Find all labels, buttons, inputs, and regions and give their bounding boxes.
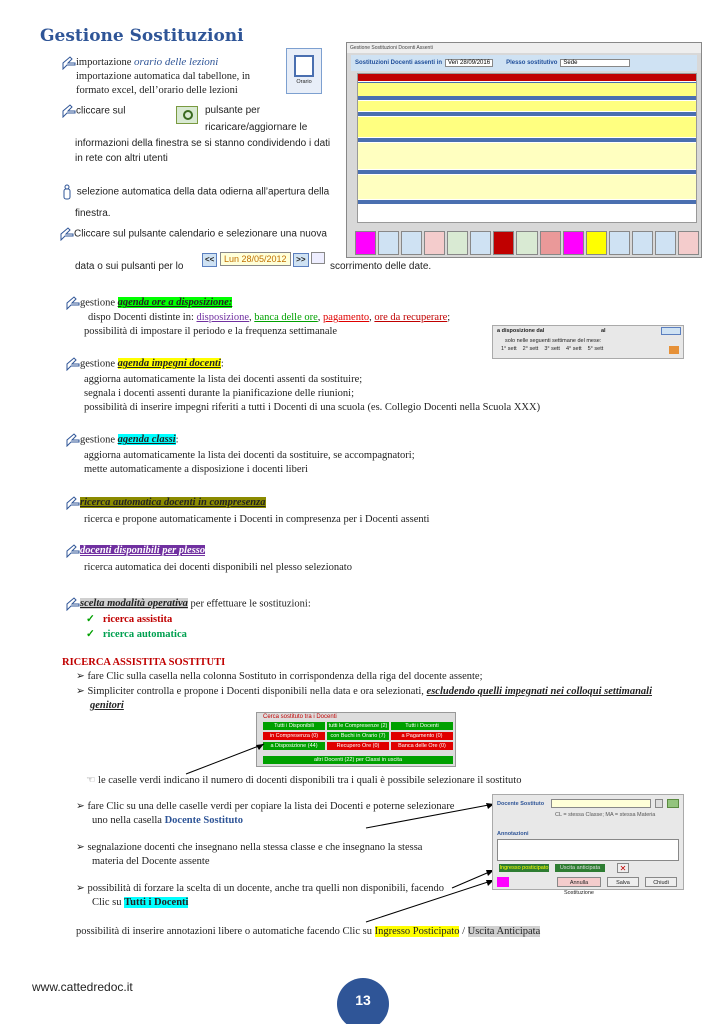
agenda-classi-l3: mette automaticamente a disposizione i docenti liberi xyxy=(84,464,308,475)
refresh-icon xyxy=(183,110,193,120)
arrow-bullet-icon: ➢ xyxy=(76,883,88,894)
compresenza-title xyxy=(66,496,266,510)
refresh-button[interactable] xyxy=(176,106,198,124)
app-grid-sep xyxy=(358,96,696,100)
orario-label: Orario xyxy=(296,79,312,85)
arrow-bullet-icon: ➢ xyxy=(76,801,88,812)
calendar-a: Cliccare sul pulsante calendario e selezionare una nuova xyxy=(74,228,327,240)
pointer-hand-icon xyxy=(62,56,76,70)
agenda-ore-lead: gestione xyxy=(80,297,118,309)
pointer-hand-icon xyxy=(60,227,74,241)
date-navigator xyxy=(202,252,325,267)
ricerca-b1 xyxy=(76,670,483,684)
app-tool-button[interactable] xyxy=(609,231,630,255)
disposizione-calendar-button[interactable] xyxy=(661,327,681,335)
annulla-sostituzione-button[interactable]: Annulla Sostituzione xyxy=(557,877,601,887)
ricerca-b2 xyxy=(76,685,716,699)
calendar-c: scorrimento delle date. xyxy=(330,261,432,272)
refresh-a: cliccare sul xyxy=(76,105,126,117)
agenda-impegni-l4: possibilità di inserire impegni riferiti a tutti i Docenti di una scuola (es. Collegio Docenti nella Scuola XXX) xyxy=(84,402,541,413)
page-number: 13 xyxy=(337,978,389,1024)
arrow-bullet-icon: ➢ xyxy=(76,671,88,682)
pointer-hand-icon xyxy=(66,597,80,611)
agenda-classi-title xyxy=(66,433,179,447)
check-icon: ✓ xyxy=(86,614,95,625)
caselle-line xyxy=(86,774,521,788)
refresh-line1 xyxy=(62,104,125,119)
import-em: orario delle lezioni xyxy=(134,56,219,68)
docente-sostituto-input[interactable] xyxy=(551,799,651,808)
app-grid-row[interactable] xyxy=(358,175,696,199)
date-field[interactable]: Lun 28/05/2012 xyxy=(220,252,291,266)
finger-tap-icon xyxy=(60,184,74,200)
salva-button[interactable]: Salva xyxy=(607,877,639,887)
agenda-impegni-hl: agenda impegni docenti xyxy=(117,358,221,370)
app-tool-button[interactable] xyxy=(424,231,445,255)
app-grid-row[interactable] xyxy=(358,143,696,169)
agenda-impegni-title xyxy=(66,357,224,371)
week-checkbox[interactable]: 2° sett xyxy=(522,346,539,352)
autodate-b: finestra. xyxy=(75,208,111,219)
app-toolbar xyxy=(355,231,699,255)
week-checkbox[interactable]: 4° sett xyxy=(565,346,582,352)
agenda-classi-l2: aggiorna automaticamente la lista dei docenti da sostituire, se accompagnatori; xyxy=(84,450,415,461)
hand-icon: ☜ xyxy=(86,775,99,786)
hint-text: CL = stessa Classe; MA = stessa Materia xyxy=(555,812,656,818)
agenda-ore-l3: possibilità di impostare il periodo e la frequenza settimanale xyxy=(84,326,338,337)
import-lead: importazione xyxy=(76,57,135,68)
disponibili-l2: ricerca automatica dei docenti disponibili nel plesso selezionato xyxy=(84,562,352,573)
disponibili-hl: docenti disponibili per plesso xyxy=(80,545,206,557)
disponibili-title xyxy=(66,544,205,558)
footer-site[interactable]: www.cattedredoc.it xyxy=(32,980,133,994)
pointer-hand-icon xyxy=(66,544,80,558)
app-header-label: Sostituzioni Docenti assenti in xyxy=(355,60,443,66)
sep: , xyxy=(369,312,375,323)
tutti-docenti-button[interactable]: Tutti i Docenti xyxy=(391,722,453,730)
clear-icon[interactable]: ✕ xyxy=(617,863,629,873)
chiudi-button[interactable]: Chiudi xyxy=(645,877,677,887)
agenda-ore-title xyxy=(66,296,232,310)
sep: , xyxy=(249,312,255,323)
step1-b-line xyxy=(92,814,243,828)
arrow-bullet-icon: ➢ xyxy=(76,842,88,853)
autodate-a: selezione automatica della data odierna all’apertura della xyxy=(76,186,330,198)
disposizione-action-button[interactable] xyxy=(669,346,679,354)
refresh-e: in rete con altri utenti xyxy=(75,153,168,164)
app-tool-button[interactable] xyxy=(401,231,422,255)
modalita-rest: per effettuare le sostituzioni: xyxy=(187,598,311,610)
pointer-hand-icon xyxy=(66,357,80,371)
calendar-line1 xyxy=(60,227,327,242)
tutte-compresenze-button[interactable]: tutti le Compresenze (2) xyxy=(328,723,388,729)
step3-b: Clic su xyxy=(92,897,125,908)
step1-c: Docente Sostituto xyxy=(164,815,244,826)
refresh-d: informazioni della finestra se si stanno condividendo i dati xyxy=(75,138,331,149)
arrow-bullet-icon: ➢ xyxy=(76,686,88,697)
agenda-ore-l2a: dispo Docenti distinte in: xyxy=(88,312,197,323)
app-grid-sep xyxy=(358,112,696,116)
app-grid-sep xyxy=(358,200,696,204)
ricerca-b2b: escludendo quelli impegnati nei colloqui settimanali xyxy=(426,686,653,697)
modalita-hl: scelta modalità operativa xyxy=(80,598,188,610)
app-tool-button[interactable] xyxy=(493,231,514,255)
import-line3: formato excel, dell’orario delle lezioni xyxy=(76,85,238,96)
annotazioni-textarea[interactable] xyxy=(497,839,679,861)
calendar-icon[interactable] xyxy=(311,252,325,264)
ricerca-heading: RICERCA ASSISTITA SOSTITUTI xyxy=(62,657,226,668)
banca-ore-button[interactable]: Banca delle Ore (0) xyxy=(391,742,453,750)
sostituto-form xyxy=(492,794,684,896)
app-tool-button[interactable] xyxy=(678,231,699,255)
prev-date-button[interactable]: << xyxy=(202,253,217,267)
step2-b: materia del Docente assente xyxy=(92,856,210,867)
sep: ; xyxy=(447,312,451,323)
ricerca-b1-text: fare Clic sulla casella nella colonna Sostituto in corrispondenza della riga del docente assente; xyxy=(87,671,483,682)
disposizione-button[interactable]: a Disposizione (44) xyxy=(263,742,325,750)
check-icon: ✓ xyxy=(86,629,95,640)
agenda-ore-pag: pagamento xyxy=(323,312,370,323)
modalita-title xyxy=(66,597,311,611)
agenda-impegni-l2: aggiorna automaticamente la lista dei docenti assenti da sostituire; xyxy=(84,374,363,385)
agenda-ore-rec: ore da recuperare xyxy=(374,312,448,323)
agenda-ore-banca: banca delle ore xyxy=(254,312,318,323)
app-tool-button[interactable] xyxy=(470,231,491,255)
app-tool-button[interactable] xyxy=(447,231,468,255)
page-title: Gestione Sostituzioni xyxy=(40,26,244,46)
orario-icon xyxy=(294,55,314,77)
arrows-to-form xyxy=(360,790,500,930)
next-date-button[interactable]: >> xyxy=(293,253,308,267)
cerca-title: Cerca sostituto tra i Docenti xyxy=(263,714,337,720)
colon: : xyxy=(175,434,179,446)
recupero-ore-button[interactable]: Recupero Ore (0) xyxy=(327,742,389,750)
agenda-impegni-lead: gestione xyxy=(80,358,118,370)
compresenza-hl: ricerca automatica docenti in compresenza xyxy=(80,497,266,509)
app-tool-button[interactable] xyxy=(586,231,607,255)
refresh-b: pulsante per xyxy=(205,105,261,116)
app-grid-sep xyxy=(358,138,696,142)
pointer-hand-icon xyxy=(66,296,80,310)
buchi-orario-button[interactable]: con Buchi in Orario (7) xyxy=(327,732,389,740)
ingresso-posticipato-button[interactable]: Ingresso posticipato xyxy=(499,865,549,871)
autodate-line1 xyxy=(60,184,329,200)
disposizione-sub: solo nelle seguenti settimane del mese: xyxy=(505,338,602,344)
app-screenshot xyxy=(346,42,702,258)
import-line2: importazione automatica dal tabellone, in xyxy=(76,71,251,82)
app-plesso-label: Plesso sostitutivo xyxy=(506,60,558,66)
week-checkbox[interactable]: 5° sett xyxy=(587,346,604,352)
step3-a: possibilità di forzare la scelta di un docente, anche tra quelli non disponibili, facendo xyxy=(87,883,445,894)
docente-dropdown-button[interactable] xyxy=(655,799,663,808)
app-tool-button[interactable] xyxy=(540,231,561,255)
disposizione-dal: a disposizione dal xyxy=(497,328,545,334)
annotazioni-label: Annotazioni xyxy=(497,831,529,837)
app-tool-button[interactable] xyxy=(632,231,653,255)
sep: , xyxy=(317,312,324,323)
opt1-label: ricerca assistita xyxy=(102,614,173,625)
app-tool-button[interactable] xyxy=(563,231,584,255)
step3-c: Tutti i Docenti xyxy=(124,897,189,908)
app-date[interactable]: Ven 28/09/2016 xyxy=(445,59,493,67)
last-c: / xyxy=(459,926,468,937)
app-grid-row[interactable] xyxy=(358,117,696,137)
docente-label: Docente Sostituto xyxy=(497,801,545,807)
compresenza-button[interactable]: in Compresenza (0) xyxy=(263,732,325,740)
import-section xyxy=(62,55,292,98)
app-window-title: Gestione Sostituzioni Docenti Assenti xyxy=(347,43,701,53)
tutti-disponibili-button[interactable]: Tutti i Disponibili xyxy=(263,722,325,730)
step3-b-line xyxy=(92,896,188,910)
weeks-row xyxy=(501,346,603,352)
week-checkbox[interactable]: 3° sett xyxy=(544,346,560,352)
pointer-hand-icon xyxy=(66,496,80,510)
step2-a: segnalazione docenti che insegnano nella stessa classe e che insegnano la stessa xyxy=(87,842,423,853)
opt2-label: ricerca automatica xyxy=(102,629,187,640)
agenda-ore-hl: agenda ore a disposizione: xyxy=(117,297,233,309)
compresenza-l2: ricerca e propone automaticamente i Docenti in compresenza per i Docenti assenti xyxy=(84,514,430,525)
ricerca-b2a: Simpliciter controlla e propone i Docenti disponibili nella data e ora selezionati, xyxy=(87,686,427,697)
agenda-ore-line2 xyxy=(88,311,450,325)
app-grid-row[interactable] xyxy=(358,82,696,96)
disposizione-al: al xyxy=(601,328,606,334)
uscita-anticipata-button[interactable]: Uscita anticipata xyxy=(555,864,605,872)
app-grid-row[interactable] xyxy=(358,101,696,111)
modalita-opt1 xyxy=(86,613,172,627)
cerca-panel xyxy=(256,712,456,767)
refresh-c: ricaricare/aggiornare le xyxy=(205,122,308,133)
docente-confirm-button[interactable] xyxy=(667,799,679,808)
colon: : xyxy=(220,358,224,370)
caselle-text: le caselle verdi indicano il numero di docenti disponibili tra i quali è possibile selezionare il sostituto xyxy=(98,775,522,786)
pagamento-button[interactable]: a Pagamento (0) xyxy=(391,732,453,740)
step1-b: uno nella casella xyxy=(92,815,165,826)
altri-docenti-button[interactable]: altri Docenti (22) per Classi in uscita xyxy=(263,756,453,764)
pointer-hand-icon xyxy=(66,433,80,447)
app-tool-button[interactable] xyxy=(516,231,537,255)
last-a: possibilità di inserire annotazioni libere o automatiche facendo Clic su xyxy=(76,926,375,937)
calendar-b: data o sui pulsanti per lo xyxy=(75,261,184,272)
last-d: Uscita Anticipata xyxy=(467,926,541,937)
app-tool-button[interactable] xyxy=(378,231,399,255)
orario-button[interactable] xyxy=(286,48,322,94)
app-tool-button[interactable] xyxy=(355,231,376,255)
app-grid-sep xyxy=(358,170,696,174)
step1-a: fare Clic su una delle caselle verdi per copiare la lista dei Docenti e poterne selezionare xyxy=(87,801,455,812)
app-grid xyxy=(357,73,697,223)
app-grid-header xyxy=(358,74,696,81)
agenda-impegni-l3: segnala i docenti assenti durante la pianificazione delle riunioni; xyxy=(84,388,354,399)
app-tool-button[interactable] xyxy=(655,231,676,255)
agenda-classi-lead: gestione xyxy=(80,434,118,446)
modalita-opt2 xyxy=(86,628,187,642)
disposizione-panel xyxy=(492,325,684,359)
ricerca-b2c: genitori xyxy=(90,700,124,711)
last-b: Ingresso Posticipato xyxy=(374,926,460,937)
agenda-ore-disp: disposizione xyxy=(196,312,249,323)
app-header xyxy=(351,55,697,71)
form-color-button[interactable] xyxy=(497,877,509,887)
week-checkbox[interactable]: 1° sett xyxy=(501,346,517,352)
pointer-hand-icon xyxy=(62,104,76,118)
app-plesso-select[interactable]: Sede xyxy=(560,59,630,67)
agenda-classi-hl: agenda classi xyxy=(117,434,176,446)
